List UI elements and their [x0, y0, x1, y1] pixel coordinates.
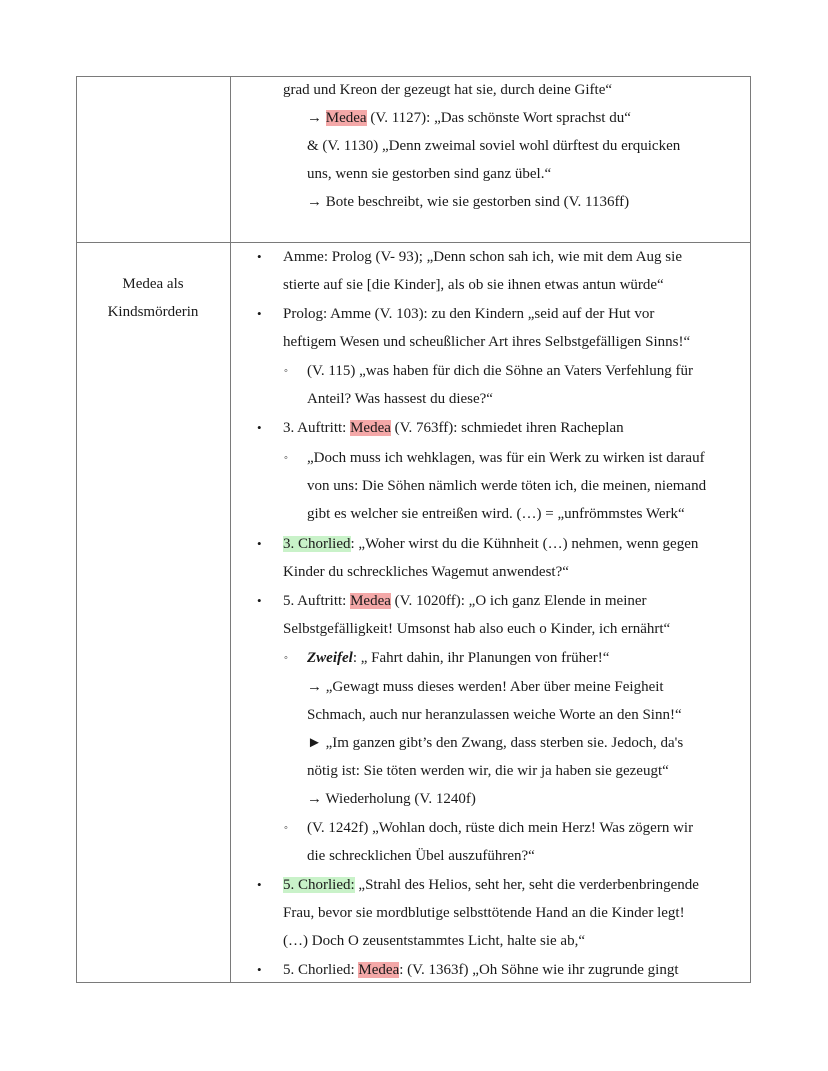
sub-bullet-icon: ◦	[284, 822, 288, 834]
sub-3-line-3: Schmach, auch nur heranzulassen weiche Worte an den Sinn!“	[307, 707, 682, 723]
sub-bullet-icon: ◦	[284, 652, 288, 664]
arrow: →	[307, 110, 326, 126]
bullet-7-prefix: 5. Chorlied:	[283, 962, 359, 978]
highlight-medea: Medea	[325, 110, 367, 126]
bullet-3-rest: (V. 763ff): schmiedet ihren Racheplan	[390, 420, 624, 436]
sub-bullet-icon: ◦	[284, 452, 288, 464]
bullet-7-rest: : (V. 1363f) „Oh Söhne wie ihr zugrunde gingt	[399, 962, 679, 978]
bullet-icon: •	[257, 593, 262, 608]
bullet-1-line-1: Amme: Prolog (V- 93); „Denn schon sah ich, wie mit dem Aug sie	[283, 249, 682, 265]
bullet-2-line-1: Prolog: Amme (V. 103): zu den Kindern „seid auf der Hut vor	[283, 306, 655, 322]
cell1-line-4: uns, wenn sie gestorben sind ganz übel.“	[307, 166, 552, 182]
bullet-4-rest: : „Woher wirst du die Kühnheit (…) nehmen, wenn gegen	[350, 536, 699, 552]
sub-1-line-2: Anteil? Was hassest du diese?“	[307, 391, 493, 407]
highlight-chorlied: 5. Chorlied:	[283, 877, 355, 893]
sub-1-line-1: (V. 115) „was haben für dich die Söhne an Vaters Verfehlung für	[307, 363, 694, 379]
bullet-3-prefix: 3. Auftritt:	[283, 420, 351, 436]
cell1-line-2	[307, 109, 631, 127]
bullet-icon: •	[257, 877, 262, 892]
sub-2-line-2: von uns: Die Söhen nämlich werde töten ich, die meinen, niemand	[307, 478, 707, 494]
sub-2-line-1: „Doch muss ich wehklagen, was für ein Werk zu wirken ist darauf	[307, 450, 705, 466]
highlight-chorlied: 3. Chorlied	[283, 536, 351, 552]
sub-3-line-5: nötig ist: Sie töten werden wir, die wir ja haben sie gezeugt“	[307, 763, 669, 779]
bullet-icon: •	[257, 536, 262, 551]
highlight-medea: Medea	[358, 962, 400, 978]
bullet-4-line-2: Kinder du schreckliches Wagemut anwendest?“	[283, 564, 569, 580]
bullet-5-rest: (V. 1020ff): „O ich ganz Elende in meiner	[390, 593, 647, 609]
sub-3-line-4: ► „Im ganzen gibt’s den Zwang, dass sterben sie. Jedoch, da's	[307, 735, 684, 751]
sub-2-line-3: gibt es welcher sie entreißen wird. (…) = „unfrömmstes Werk“	[307, 506, 685, 522]
bullet-3	[283, 419, 624, 437]
bullet-7	[283, 961, 679, 979]
sub-3-line-1	[307, 649, 609, 667]
bullet-5-line-2: Selbstgefälligkeit! Umsonst hab also euch o Kinder, ich ernährt“	[283, 621, 671, 637]
bullet-4-line-1	[283, 535, 698, 553]
bullet-6-line-3: (…) Doch O zeusentstammtes Licht, halte sie ab,“	[283, 933, 585, 949]
column-divider	[230, 77, 231, 982]
cell1-line-1: grad und Kreon der gezeugt hat sie, durch deine Gifte“	[283, 82, 613, 98]
row-label-line-1: Medea als	[122, 276, 184, 292]
bullet-6-line-2: Frau, bevor sie mordblutige selbsttötende Hand an die Kinder legt!	[283, 905, 685, 921]
bullet-6-line-1	[283, 876, 699, 894]
bullet-2-line-2: heftigem Wesen und scheußlicher Art ihres Selbstgefälligen Sinns!“	[283, 334, 691, 350]
bullet-1-line-2: stierte auf sie [die Kinder], als ob sie ihnen etwas antun würde“	[283, 277, 664, 293]
bullet-5-prefix: 5. Auftritt:	[283, 593, 351, 609]
highlight-medea: Medea	[350, 593, 391, 609]
row-divider	[77, 242, 750, 243]
sub-4-line-1: (V. 1242f) „Wohlan doch, rüste dich mein Herz! Was zögern wir	[307, 820, 694, 836]
highlight-medea: Medea	[350, 420, 391, 436]
sub-bullet-icon: ◦	[284, 365, 288, 377]
zweifel-label: Zweifel	[307, 650, 353, 666]
bullet-icon: •	[257, 249, 262, 264]
cell1-line-3: & (V. 1130) „Denn zweimal soviel wohl dürftest du erquicken	[307, 138, 681, 154]
cell1-line-2-rest: (V. 1127): „Das schönste Wort sprachst du“	[366, 110, 631, 126]
bullet-6-rest: „Strahl des Helios, seht her, seht die verderbenbringende	[354, 877, 699, 893]
bullet-icon: •	[257, 306, 262, 321]
sub-3-line-2: → „Gewagt muss dieses werden! Aber über meine Feigheit	[307, 679, 664, 695]
bullet-icon: •	[257, 420, 262, 435]
sub-3-rest: : „ Fahrt dahin, ihr Planungen von früher!“	[352, 650, 610, 666]
sub-3-line-6: → Wiederholung (V. 1240f)	[307, 791, 476, 807]
bullet-icon: •	[257, 962, 262, 977]
cell1-line-5: → Bote beschreibt, wie sie gestorben sind (V. 1136ff)	[307, 194, 630, 210]
bullet-5-line-1	[283, 592, 647, 610]
sub-4-line-2: die schrecklichen Übel auszuführen?“	[307, 848, 535, 864]
row-label-line-2: Kindsmörderin	[107, 304, 199, 320]
